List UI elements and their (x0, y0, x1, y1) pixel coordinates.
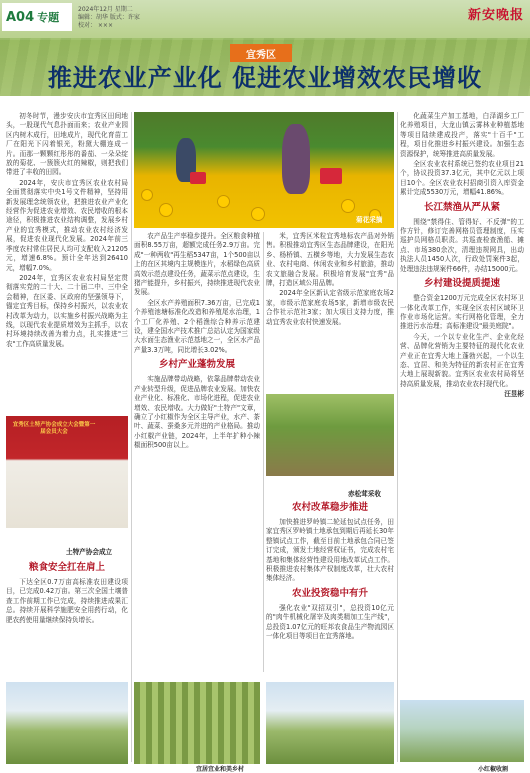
masthead-logo: 新安晚报 (467, 8, 524, 23)
paragraph: 2024年，宜秀区农业农村局坚定贯彻落实党的二十大、二十届二中、三中全会精神，在区委、区政府的坚强领导下，锚定宜秀目标，保持乡村振兴，以农业农村改革为动力，以实施乡村振兴战略为主线，以现代农业提质增效为主抓手，以农村环境持续改善为着力点，扎实推进"三农"工作高质量发展。 (6, 273, 128, 348)
paragraph: 2024年全区新认定省级示范家庭农场2家，市级示范家庭农场5家，新增市级农民合作社示范社3家；加大项目支持力度，推动宜秀农业农村快速发展。 (266, 289, 394, 326)
meeting-photo (6, 416, 128, 528)
paragraph: 加快推进罗岭镇二轮延包试点任务，田家宜秀区罗岭镇土地承包到期后再延长30年整镇试点工作，截至目前土地承包合同已签订完成，颁发土地经营权证书，完成农村宅基地和集体经营性建设用地改革试点工作。积极推进农村集体产权制度改革，壮大农村集体经济。 (266, 518, 394, 583)
flower (342, 200, 354, 212)
paragraph: 全区农业农村系统已签约农业项目21个，协议投资37.3亿元，其中亿元以上项目10个。全区农业农村招商引资入库资金累计完成5530万元，增幅41.86%。 (400, 160, 524, 197)
photo-caption: 土特产协会成立 (66, 548, 113, 556)
paragraph: 化蔬菜生产加工基地，白泽湖乡工厂化养殖项目，大龙山镇云雾林业种植基地等项目陆续建成投产，落实"十百千"工程，项目化推进乡村振兴建设。加强生态资源保护，统筹推进高质量发展。 (400, 112, 524, 158)
basket (320, 168, 342, 184)
flower (218, 196, 229, 207)
village-photo (6, 682, 128, 764)
dateline-line: 2024年12月 星期二 (78, 6, 133, 13)
subhead: 粮食安全扛在肩上 (28, 562, 105, 573)
paragraph: 农产品生产率稳步提升。全区粮食种植面积8.55万亩，超额完成任务2.9万亩。完成"一种两收"再生稻5347亩，1个500亩以上的在区其境内主规模连片，水稻绿色高质高效示范点建设任务，蔬菜示范点建设，生猪产能提升，乡村振兴，持续推进现代农业发展。 (134, 232, 260, 297)
subhead: 农村改革稳步推进 (291, 502, 368, 513)
crop-rows-photo (134, 682, 260, 764)
subhead: 农业投资稳中有升 (291, 587, 368, 599)
dateline-line: 校对： ××× (78, 22, 113, 30)
paragraph: 今天，一个以专业化生产、企业化经营、品牌化营销为主要特征的现代化农业产业正在宜秀大地上蓬勃兴起，一个以生态、宜居、和美为特征的新农村正在宜秀大地上展现新貌。宜秀区农业农村局将坚持高质量发展，推动农业农村现代化。 (400, 332, 524, 388)
article-column-1 (6, 112, 128, 412)
basket (190, 172, 206, 184)
paragraph: 初冬时节，漫步安庆市宜秀区田间地头，一股现代气息扑面而来；农业产业园区内树木成行，田地成片，现代化育苗工厂在阳光下闪着银光，粉黛大棚连成一片。而那一颗颗红彤彤的番茄、一朵朵绽放的菊花、一簇簇火红的辣椒，则把我们带进了丰收的田园。 (6, 112, 128, 177)
district-tag: 宜秀区 (230, 44, 292, 62)
photo-caption: 赤松茸采收 (348, 490, 381, 498)
article-column-3-lower (266, 498, 394, 676)
photo-caption: 小红椒收割 (478, 766, 509, 773)
paragraph: 2024年，安庆市宜秀区农业农村局全面贯彻落实中央1号文件精神，坚持用新发展理念统领农业，把推进农业产业化经营作为促进农业增效、农民增收的根本途径，积极推进农业结构调整，发展乡村产业的宜秀模式，推动农业农村经济发展，促进农业现代化发展。2024年前三季度农村常住居民人均可支配收入21205元，增速6.8%。预计全年达到26410元，增幅7.0%。 (6, 178, 128, 272)
paragraph: 围绕"禁得住、管得好、不反弹"的工作方针，修订完善网格员管理制度，压实巡护员网格员职责。共巡查检查渔船、摊点、市场380余次，清理违规网具，出动执法人员1450人次，行政处罚案件3起，处理违法违规案件66件，办结15000元。 (400, 217, 524, 273)
article-column-2 (134, 232, 260, 672)
chrysanthemum-photo (134, 112, 394, 228)
paragraph: 米，宜秀区米粒宜秀地标农产品对外销售。积极推动宜秀区生态品牌建设，在阳光乡、杨桥镇、五横乡等地，大力发展生态农业、农村电商、休闲农业和乡村旅游，推动农文旅融合发展。积极培育发展"宜秀"品牌，打造区域公用品牌。 (266, 232, 394, 288)
column-divider (131, 112, 132, 762)
article-column-4 (400, 112, 524, 692)
byline: 汪昱彬 (504, 390, 524, 399)
flower (252, 208, 264, 220)
mushroom-harvest-photo (266, 394, 394, 476)
section-name: 专题 (37, 11, 60, 24)
paragraph: 下达全区0.7万亩高标准农田建设项目，已完成0.42万亩。第三次全国土壤普查工作前期工作已完成，持续推进成果汇总。持续开展科学施肥安全用药行动，化肥农药使用量继续保持负增长。 (6, 578, 128, 624)
section-label (2, 3, 72, 31)
flower (142, 190, 152, 200)
subhead: 乡村产业蓬勃发展 (158, 359, 235, 371)
column-divider (397, 112, 398, 762)
paragraph: 整合资金1200万元完成全区农村环卫一体化改革工作，实现全区农村区域环卫作业市场化运营。实行网格化管理，全力推进污水治理；高标准建设"最美庭院"。 (400, 294, 524, 331)
dateline (78, 6, 198, 30)
column-divider (263, 232, 264, 672)
person-figure (282, 124, 310, 194)
paragraph: 强化农业"双招双引"，总投资10亿元的"肉牛机械化屠宰及肉类精加工生产线"，总投资1.07亿元的旺邦农食品生产物流园区一体化项目等项目在宜秀落地。 (266, 603, 394, 641)
article-column-1-tail (6, 558, 128, 668)
flower (160, 204, 172, 216)
greenhouse-photo (266, 682, 394, 764)
pepper-harvest-photo (400, 700, 524, 762)
photo-caption: 菊花采摘 (356, 216, 383, 224)
photo-caption: 宜居宜业和美乡村 (196, 766, 245, 773)
paragraph: 实施品牌带动战略，依靠品牌带动农业产业转型升级，促进品牌农业发展。加快农业产业化、标准化、市场化进程，促进农业增效、农民增收。大力做好"土特产"文章，确立了小红椒作为全区主导产业，水产、茶叶、蔬菜、蚕桑多元并进的产业格局。推动小红椒产业链，2024年，上半年扩种小辣椒面积500亩以上。 (134, 375, 260, 450)
headline: 推进农业产业化 促进农业增效农民增收 (47, 64, 483, 92)
banner-text: 宜秀区土特产协会成立大会暨第一届会员大会 (12, 422, 96, 435)
dateline-line: 编辑：胡华 版式：许家 (78, 14, 140, 22)
paragraph: 全区水产养殖面积7.36万亩，已完成1个养殖池塘标准化改造和养殖尾水治理，1个工厂化养殖、2个稻渔综合种养示范建设，建全国水产技术推广总站认定为国家级大水面生态渔业示范基地之一，全区水产品产量3.3万吨，同比增长3.02%。 (134, 298, 260, 354)
article-column-3 (266, 232, 394, 390)
subhead: 乡村建设提质提速 (423, 278, 500, 290)
subhead: 长江禁渔从严从紧 (423, 201, 500, 213)
page-number: A04 (6, 9, 35, 25)
